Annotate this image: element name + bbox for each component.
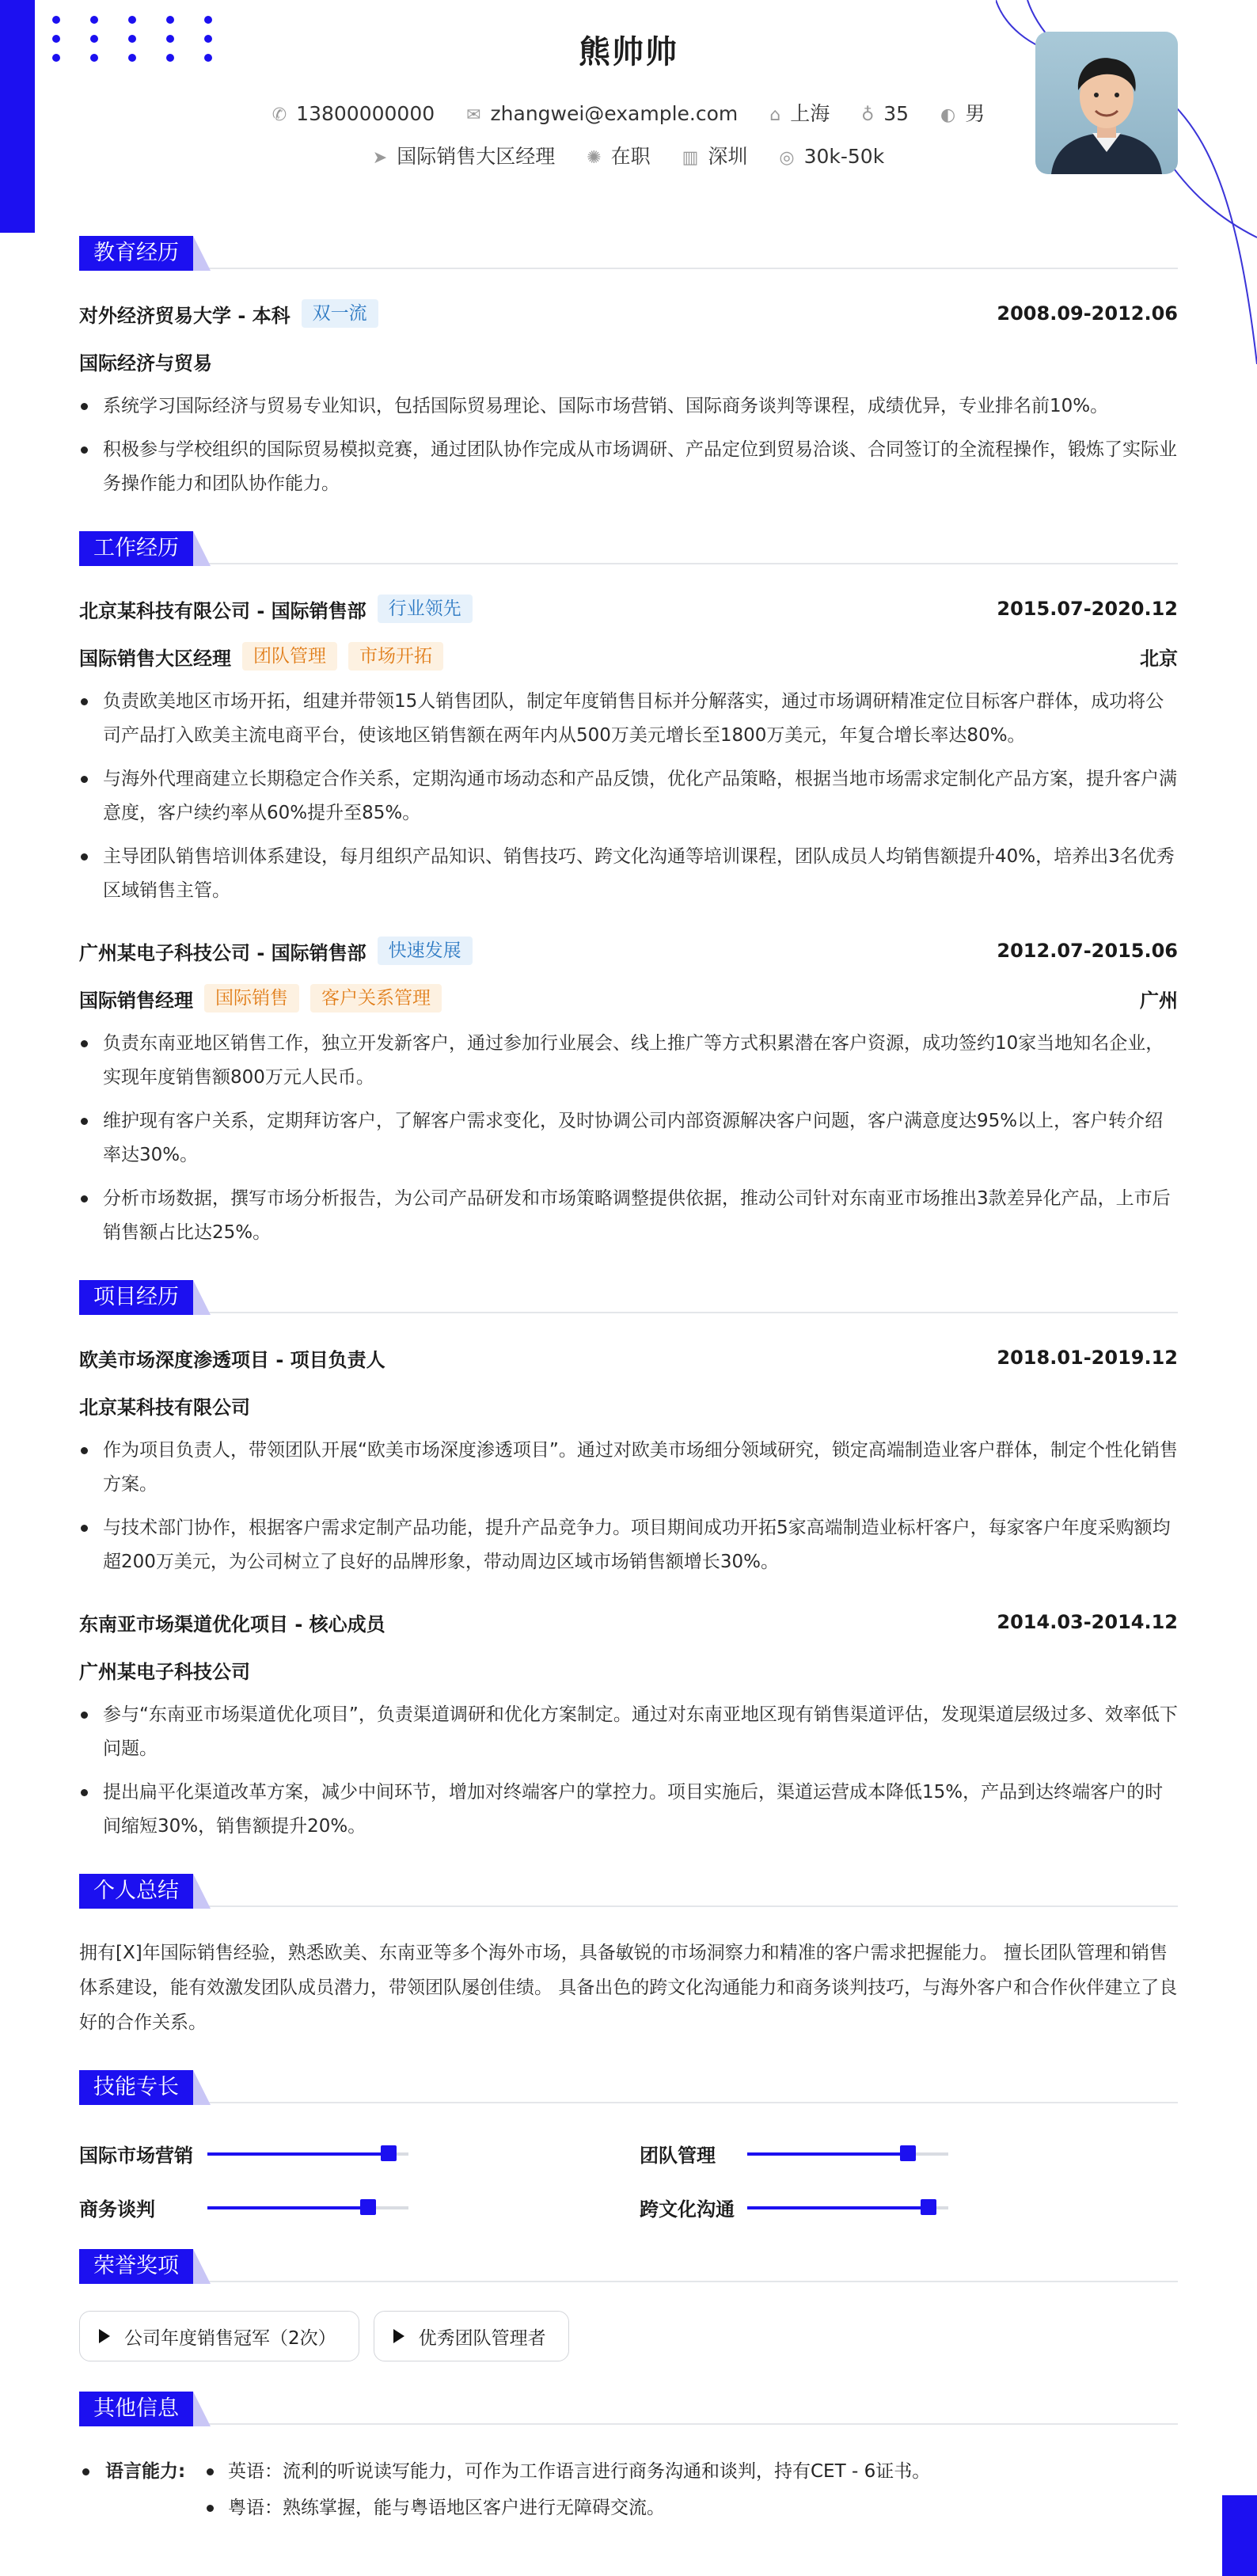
job-role: 国际销售经理 [79, 989, 193, 1012]
gender-icon: ◐ [940, 105, 956, 125]
list-item: 负责东南亚地区销售工作，独立开发新客户，通过参加行业展会、线上推广等方式积累潜在客户资源，成功签约10家当地知名企业，实现年度销售额800万元人民币。 [79, 1027, 1178, 1095]
list-item: 参与“东南亚市场渠道优化项目”，负责渠道调研和优化方案制定。通过对东南亚地区现有销售渠道评估，发现渠道层级过多、效率低下问题。 [79, 1698, 1178, 1766]
awards-list [79, 2311, 1178, 2361]
home-icon: ⌂ [769, 105, 781, 125]
status-icon: ✺ [587, 148, 602, 168]
language-label: 语言能力: [105, 2461, 186, 2482]
company-name: 广州某电子科技公司 - 国际销售部 [79, 941, 366, 964]
education-date: 2008.09-2012.06 [997, 302, 1178, 325]
list-item: 与海外代理商建立长期稳定合作关系，定期沟通市场动态和产品反馈，优化产品策略，根据当地市场需求定制化产品方案，提升客户满意度，客户续约率从60%提升至85%。 [79, 762, 1178, 830]
list-item: 系统学习国际经济与贸易专业知识，包括国际贸易理论、国际市场营销、国际商务谈判等课程，成绩优异，专业排名前10%。 [79, 389, 1178, 424]
work-date: 2012.07-2015.06 [997, 940, 1178, 962]
skill-item: 商务谈判 [79, 2194, 408, 2221]
company-tag: 快速发展 [378, 937, 473, 965]
project-date: 2014.03-2014.12 [997, 1611, 1178, 1633]
education-entry [79, 298, 1178, 501]
section-header-summary: 个人总结 [79, 1871, 1178, 1912]
avatar [1035, 32, 1178, 174]
role-tag: 客户关系管理 [310, 984, 442, 1013]
contact-phone: ✆ 13800000000 [272, 102, 435, 125]
list-item: 维护现有客户关系，定期拜访客户，了解客户需求变化，及时协调公司内部资源解决客户问题，客户满意度达95%以上，客户转介绍率达30%。 [79, 1104, 1178, 1172]
section-header-skills: 技能专长 [79, 2067, 1178, 2108]
list-item: 主导团队销售培训体系建设，每月组织产品知识、销售技巧、跨文化沟通等培训课程，团队成员人均销售额提升40%，培养出3名优秀区域销售主管。 [79, 840, 1178, 908]
project-name: 欧美市场深度渗透项目 - 项目负责人 [79, 1348, 385, 1371]
company-name: 北京某科技有限公司 - 国际销售部 [79, 599, 366, 622]
list-item: 与技术部门协作，根据客户需求定制产品功能，提升产品竞争力。项目期间成功开拓5家高端制造业标杆客户，每家客户年度采购额均超200万美元，为公司树立了良好的品牌形象，带动周边区域市场销售额增长30%。 [79, 1511, 1178, 1579]
section-header-honors: 荣誉奖项 [79, 2246, 1178, 2287]
summary-text: 拥有[X]年国际销售经验，熟悉欧美、东南亚等多个海外市场，具备敏锐的市场洞察力和精准的客户需求把握能力。 擅长团队管理和销售体系建设，能有效激发团队成员潜力，带领团队屡创佳绩。 具备出色的跨文化沟通能力和商务谈判技巧，与海外客户和合作伙伴建立了良好的合作关系。 [79, 1943, 1178, 2033]
contact-gender: ◐ 男 [940, 102, 985, 125]
contact-salary: ◎ 30k-50k [779, 145, 885, 168]
list-item: 分析市场数据，撰写市场分析报告，为公司产品研发和市场策略调整提供依据，推动公司针对东南亚市场推出3款差异化产品，上市后销售额占比达25%。 [79, 1182, 1178, 1250]
contact-age: ♁ 35 [861, 102, 910, 125]
list-item: 粤语：熟练掌握，能与粤语地区客户进行无障碍交流。 [79, 2490, 1178, 2526]
role-tag: 团队管理 [242, 642, 337, 671]
contact-job: ➤ 国际销售大区经理 [372, 145, 556, 168]
company-tag: 行业领先 [378, 595, 473, 623]
work-date: 2015.07-2020.12 [997, 598, 1178, 620]
contact-email[interactable]: ✉ zhangwei@example.com [466, 102, 739, 125]
right-accent-bar [1222, 2495, 1257, 2576]
section-header-work: 工作经历 [79, 528, 1178, 569]
work-city: 广州 [1140, 989, 1178, 1012]
skill-bar [207, 2206, 408, 2209]
list-item: 积极参与学校组织的国际贸易模拟竞赛，通过团队协作完成从市场调研、产品定位到贸易洽谈、合同签订的全流程操作，锻炼了实际业务操作能力和团队协作能力。 [79, 433, 1178, 501]
contact-location: ▥ 深圳 [682, 145, 748, 168]
list-item: 负责欧美地区市场开拓，组建并带领15人销售团队，制定年度销售目标并分解落实，通过市场调研精准定位目标客户群体，成功将公司产品打入欧美主流电商平台，使该地区销售额在两年内从500万美元增长至1800万美元，年复合增长率达80%。 [79, 685, 1178, 753]
language-list [79, 2453, 1178, 2526]
school-tag: 双一流 [302, 299, 378, 328]
award-item: 公司年度销售冠军（2次） [79, 2311, 359, 2361]
project-org: 广州某电子科技公司 [79, 1660, 250, 1683]
location-icon: ▥ [682, 148, 699, 168]
section-header-education: 教育经历 [79, 233, 1178, 274]
skill-item: 国际市场营销 [79, 2140, 408, 2168]
section-header-other: 其他信息 [79, 2388, 1178, 2430]
mail-icon: ✉ [466, 105, 481, 125]
skill-bar [207, 2152, 408, 2156]
list-item: 语言能力: 英语：流利的听说读写能力，可作为工作语言进行商务沟通和谈判，持有CET - 6证书。 [79, 2453, 1178, 2490]
list-item: 提出扁平化渠道改革方案，减少中间环节，增加对终端客户的掌控力。项目实施后，渠道运营成本降低15%，产品到达终端客户的时间缩短30%，销售额提升20%。 [79, 1776, 1178, 1844]
skill-item: 跨文化沟通 [640, 2194, 948, 2221]
role-tag: 市场开拓 [348, 642, 443, 671]
phone-icon: ✆ [272, 105, 287, 125]
education-major: 国际经济与贸易 [79, 351, 212, 374]
job-icon: ➤ [372, 148, 388, 168]
play-icon [99, 2329, 110, 2343]
project-name: 东南亚市场渠道优化项目 - 核心成员 [79, 1613, 385, 1636]
contact-status: ✺ 在职 [587, 145, 651, 168]
work-city: 北京 [1140, 647, 1178, 670]
resume-content [79, 214, 1178, 2526]
age-icon: ♁ [861, 105, 875, 125]
play-icon [393, 2329, 404, 2343]
section-header-projects: 项目经历 [79, 1277, 1178, 1318]
project-date: 2018.01-2019.12 [997, 1347, 1178, 1369]
skill-item: 团队管理 [640, 2140, 948, 2168]
candidate-name: 熊帅帅 [579, 34, 678, 70]
skills-grid [79, 2132, 1178, 2243]
project-org: 北京某科技有限公司 [79, 1396, 250, 1419]
work-entry [79, 935, 1178, 1250]
project-entry [79, 1342, 1178, 1579]
skill-bar [747, 2206, 948, 2209]
award-item: 优秀团队管理者 [374, 2311, 569, 2361]
skill-bar [747, 2152, 948, 2156]
school-name: 对外经济贸易大学 - 本科 [79, 304, 291, 327]
salary-icon: ◎ [779, 148, 795, 168]
work-entry [79, 593, 1178, 908]
list-item: 作为项目负责人，带领团队开展“欧美市场深度渗透项目”。通过对欧美市场细分领域研究，锁定高端制造业客户群体，制定个性化销售方案。 [79, 1434, 1178, 1502]
project-entry [79, 1606, 1178, 1844]
role-tag: 国际销售 [204, 984, 299, 1013]
job-role: 国际销售大区经理 [79, 647, 231, 670]
contact-city: ⌂ 上海 [769, 102, 830, 125]
